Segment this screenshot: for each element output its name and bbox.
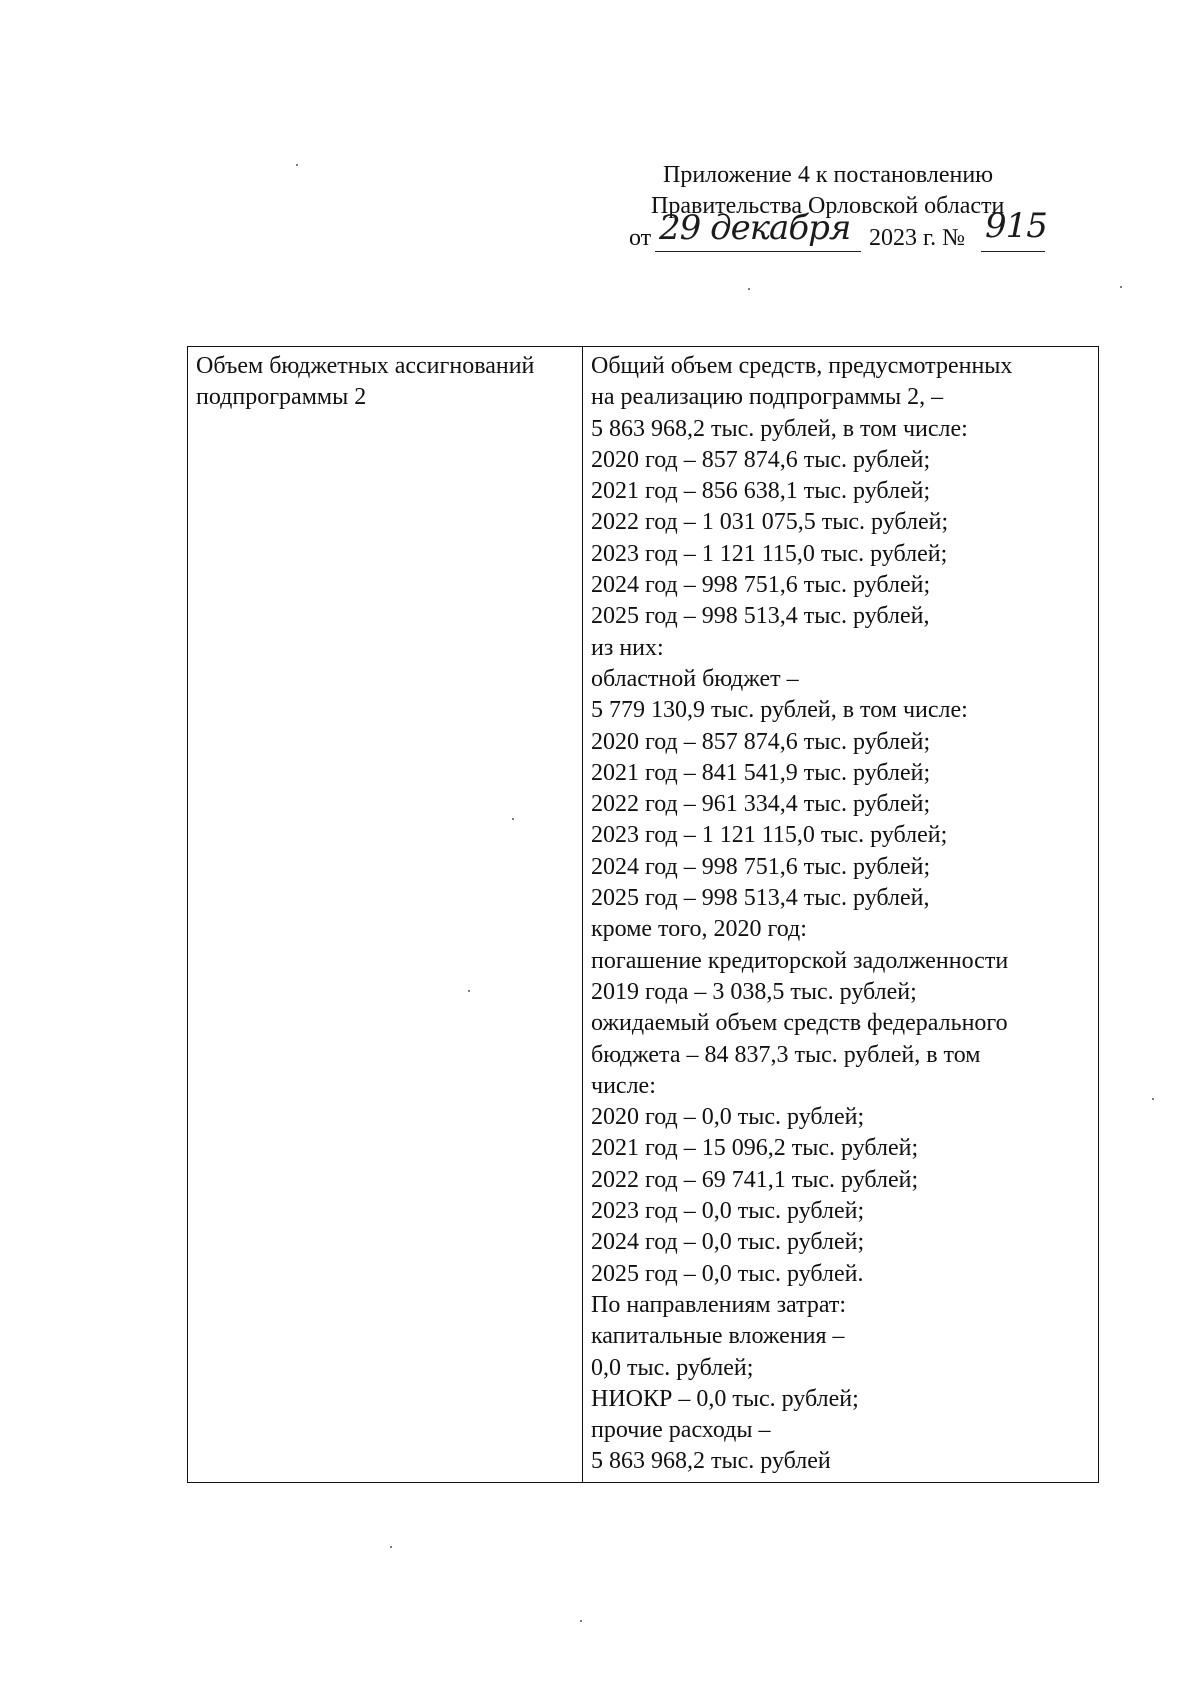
- scan-speck: [468, 990, 470, 992]
- value-line: 2022 год – 69 741,1 тыс. рублей;: [591, 1166, 919, 1193]
- value-line: 2024 год – 998 751,6 тыс. рублей;: [591, 853, 931, 880]
- value-line: Общий объем средств, предусмотренных: [591, 353, 1013, 379]
- budget-table: [187, 346, 1099, 1483]
- scan-speck: [512, 818, 514, 820]
- scan-speck: [1120, 286, 1122, 288]
- scan-speck: [296, 164, 298, 166]
- value-line: 2023 год – 1 121 115,0 тыс. рублей;: [591, 540, 948, 567]
- value-line: 5 863 968,2 тыс. рублей, в том числе:: [591, 415, 968, 442]
- value-line: 2025 год – 998 513,4 тыс. рублей,: [591, 885, 930, 912]
- value-line: областной бюджет –: [591, 665, 799, 692]
- value-line: 2020 год – 857 874,6 тыс. рублей;: [591, 728, 931, 755]
- value-line: 2021 год – 15 096,2 тыс. рублей;: [591, 1135, 919, 1162]
- scan-speck: [1152, 1098, 1154, 1100]
- value-line: 2021 год – 856 638,1 тыс. рублей;: [591, 478, 931, 505]
- value-line: прочие расходы –: [591, 1417, 771, 1444]
- value-line: 2025 год – 0,0 тыс. рублей.: [591, 1260, 864, 1287]
- value-line: погашение кредиторской задолженности: [591, 947, 1009, 974]
- value-line: 2024 год – 998 751,6 тыс. рублей;: [591, 572, 931, 599]
- year-number-label: 2023 г. №: [869, 225, 966, 251]
- value-line: 2024 год – 0,0 тыс. рублей;: [591, 1229, 865, 1256]
- value-line: числе:: [591, 1072, 656, 1099]
- value-line: По направлениям затрат:: [591, 1291, 847, 1318]
- handwritten-number: 915: [985, 206, 1047, 246]
- value-line: 2020 год – 0,0 тыс. рублей;: [591, 1104, 865, 1131]
- value-line: из них:: [591, 634, 664, 661]
- value-line: 2025 год – 998 513,4 тыс. рублей,: [591, 603, 930, 630]
- value-line: на реализацию подпрограммы 2, –: [591, 384, 944, 411]
- value-lines: [591, 351, 1092, 1478]
- value-line: 0,0 тыс. рублей;: [591, 1354, 754, 1381]
- scan-speck: [390, 1546, 392, 1548]
- value-line: ожидаемый объем средств федерального: [591, 1010, 1008, 1037]
- value-line: 2021 год – 841 541,9 тыс. рублей;: [591, 759, 931, 786]
- value-line: 2023 год – 0,0 тыс. рублей;: [591, 1198, 865, 1225]
- value-cell: [583, 347, 1099, 1483]
- appendix-title: Приложение 4 к постановлению: [663, 162, 994, 188]
- table-row: [188, 347, 1099, 1483]
- scan-speck: [580, 1620, 582, 1622]
- value-line: 2022 год – 961 334,4 тыс. рублей;: [591, 791, 931, 818]
- value-line: кроме того, 2020 год:: [591, 916, 807, 943]
- value-line: 2023 год – 1 121 115,0 тыс. рублей;: [591, 822, 948, 849]
- value-line: бюджета – 84 837,3 тыс. рублей, в том: [591, 1041, 981, 1068]
- value-line: 5 779 130,9 тыс. рублей, в том числе:: [591, 697, 968, 724]
- scan-speck: [748, 288, 750, 290]
- value-line: 2020 год – 857 874,6 тыс. рублей;: [591, 446, 931, 473]
- value-line: капитальные вложения –: [591, 1323, 845, 1350]
- handwritten-date: 29 декабря: [659, 208, 851, 248]
- value-line: 2019 года – 3 038,5 тыс. рублей;: [591, 978, 917, 1005]
- government-name: Правительства Орловской области: [651, 193, 1005, 219]
- value-line: 5 863 968,2 тыс. рублей: [591, 1448, 831, 1475]
- date-prefix: от: [629, 225, 652, 251]
- value-line: НИОКР – 0,0 тыс. рублей;: [591, 1385, 859, 1412]
- label-cell: Объем бюджетных ассигнований подпрограммы 2: [188, 347, 583, 1483]
- value-line: 2022 год – 1 031 075,5 тыс. рублей;: [591, 509, 949, 536]
